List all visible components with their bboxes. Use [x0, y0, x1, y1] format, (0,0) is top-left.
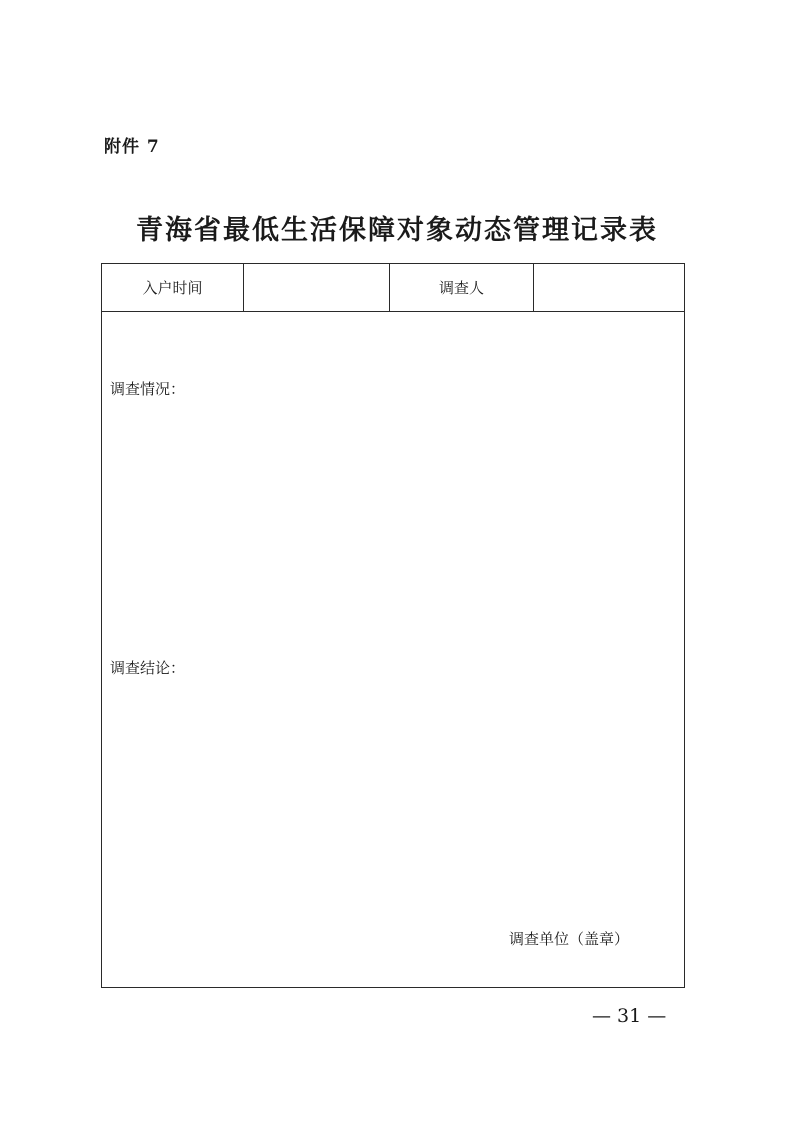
conclusion-label: 调查结论： — [110, 659, 186, 677]
record-form — [101, 263, 685, 988]
form-header-row — [102, 264, 684, 312]
situation-label: 调查情况： — [110, 380, 186, 398]
visit-time-label: 入户时间 — [142, 279, 203, 297]
investigating-unit-seal-label: 调查单位（盖章） — [508, 930, 629, 948]
page-number: — 31 — — [592, 1005, 667, 1027]
investigator-label: 调查人 — [389, 264, 533, 311]
document-title: 青海省最低生活保障对象动态管理记录表 — [136, 215, 658, 246]
visit-time-field[interactable] — [243, 264, 389, 311]
attachment-label: 附件 7 — [104, 137, 160, 157]
investigator-field[interactable] — [533, 264, 684, 311]
